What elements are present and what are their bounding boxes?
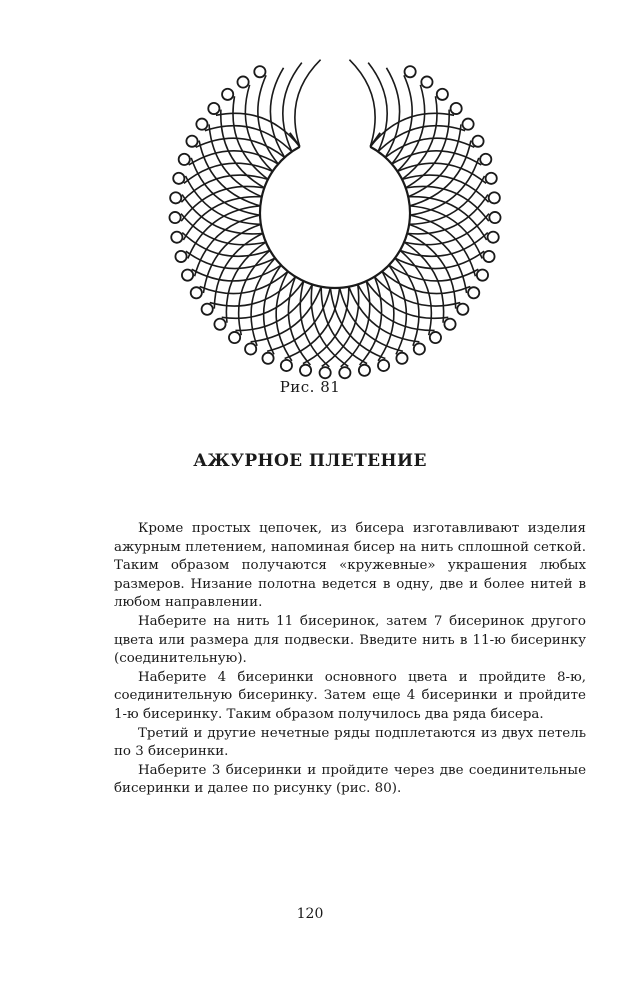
edge-picot	[468, 287, 479, 298]
edge-picot	[229, 332, 240, 343]
edge-picot	[173, 173, 184, 184]
edge-picot	[339, 367, 350, 378]
edge-picot	[477, 269, 488, 280]
edge-picot	[480, 154, 491, 165]
edge-picot	[414, 343, 425, 354]
figure-caption: Рис. 81	[279, 378, 341, 396]
edge-picot	[444, 319, 455, 330]
edge-picot	[359, 365, 370, 376]
body-text	[114, 520, 586, 799]
beaded-collar-illustration	[150, 55, 520, 385]
edge-picot	[472, 136, 483, 147]
edge-picot	[421, 76, 432, 87]
edge-picot	[489, 212, 500, 223]
page-number: 120	[296, 906, 324, 922]
edge-picot	[208, 103, 219, 114]
paragraph: Третий и другие нечетные ряды подплетаются из двух петель по 3 бисеринки.	[114, 725, 586, 760]
edge-picot	[483, 251, 494, 262]
edge-picot	[489, 192, 500, 203]
edge-picot	[196, 119, 207, 130]
edge-picot	[451, 103, 462, 114]
paragraph: Наберите 4 бисеринки основного цвета и пройдите 8-ю, соединительную бисеринку. Затем еще 4 бисеринки и пройдите 1-ю бисеринку. Таким образом получилось два ряда бисера.	[114, 669, 586, 722]
edge-picot	[320, 367, 331, 378]
edge-picot	[488, 232, 499, 243]
collar-strand	[349, 60, 375, 147]
edge-picot	[179, 154, 190, 165]
edge-picot	[300, 365, 311, 376]
neck-circle	[260, 147, 410, 288]
edge-picot	[462, 119, 473, 130]
edge-picot	[182, 269, 193, 280]
section-heading: АЖУРНОЕ ПЛЕТЕНИЕ	[193, 451, 427, 471]
paragraph: Наберите на нить 11 бисеринок, затем 7 бисеринок другого цвета или размера для подвески. Введите нить в 11-ю бисеринку (соединительную).	[114, 613, 586, 667]
collar-strand	[295, 60, 321, 147]
edge-picot	[222, 89, 233, 100]
edge-picot	[191, 287, 202, 298]
edge-picot	[457, 304, 468, 315]
edge-picot	[245, 343, 256, 354]
edge-picot	[175, 251, 186, 262]
paragraph: Наберите 3 бисеринки и пройдите через две соединительные бисеринки и далее по рисунку (рис. 80).	[114, 762, 586, 797]
collar-drawing	[150, 55, 520, 385]
edge-picot	[214, 319, 225, 330]
edge-picot	[486, 173, 497, 184]
edge-picot	[202, 304, 213, 315]
edge-picot	[437, 89, 448, 100]
edge-picot	[405, 66, 416, 77]
edge-picot	[169, 212, 180, 223]
paragraph: Кроме простых цепочек, из бисера изготавливают изделия ажурным плетением, напоминая бисер на нить сплошной сеткой. Таким образом получаются «кружевные» украшения любых размеров. Низание полотна ведется в одну, две и более нитей в любом направлении.	[114, 521, 586, 611]
edge-picot	[378, 360, 389, 371]
edge-picot	[396, 353, 407, 364]
edge-picot	[281, 360, 292, 371]
edge-picot	[262, 353, 273, 364]
edge-picot	[170, 192, 181, 203]
edge-picot	[186, 136, 197, 147]
edge-picot	[254, 66, 265, 77]
edge-picot	[430, 332, 441, 343]
edge-picot	[237, 76, 248, 87]
edge-picot	[171, 232, 182, 243]
